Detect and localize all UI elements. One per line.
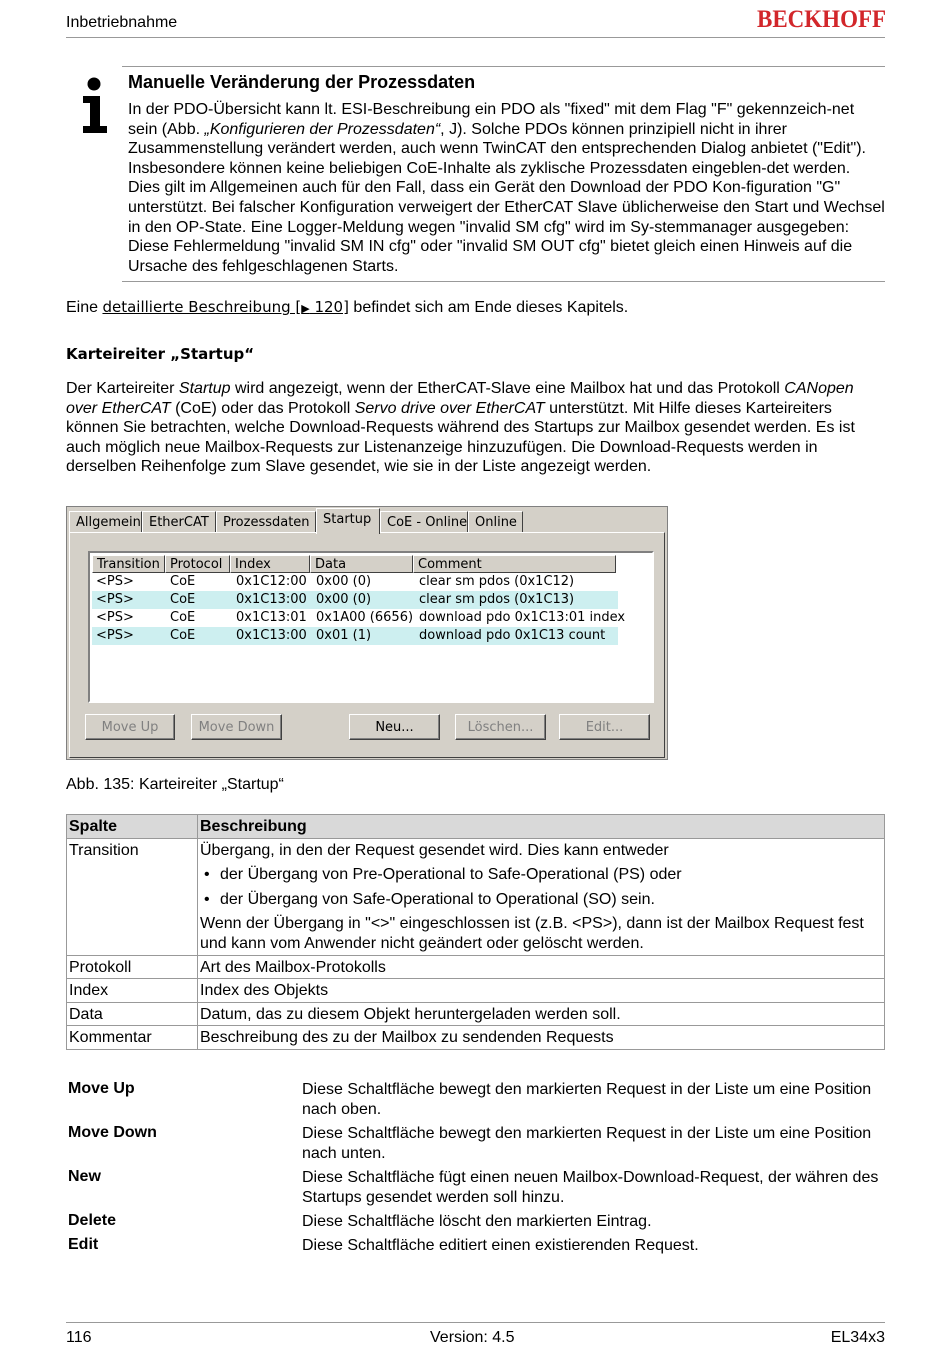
table-row: Transition Übergang, in den der Request gesendet wird. Dies kann entweder • der Übergang von Pre-Operational to Safe-Operational (PS) oder • der Übergang von Safe-Operational to Operational (SO) sein. Wenn der Übergang in "<>" eingeschlossen ist (z.B. <PS>), dann ist der Mailbox Request fest und kann vom Anwender nicht geändert oder gelöscht werden.: [67, 838, 885, 955]
detail-description-link[interactable]: detaillierte Beschreibung [▶ 120]: [102, 298, 349, 316]
table-row: Index Index des Objekts: [67, 979, 885, 1003]
table-row: Data Datum, das zu diesem Objekt heruntergeladen werden soll.: [67, 1002, 885, 1026]
note-body: In der PDO-Übersicht kann lt. ESI-Beschreibung ein PDO als "fixed" mit dem Flag "F" gekennzeich-net sein (Abb. „Konfigurieren der Prozessdaten“, J). Solche PDOs können prinzipiell nicht in ihrer Zusammenstellung verändert werden, auch wenn TwinCAT den entsprechenden Dialog anbietet ("Edit"). Insbesondere können keine beliebigen CoE-Inhalte als zyklische Prozessdaten eingeblen-det werden. Dies gilt im Allgemeinen auch für den Fall, dass ein Gerät den Download der PDO Kon-figuration "G" unterstützt. Bei falscher Konfiguration verweigert der EtherCAT Slave üblicherweise den Start und Wechsel in den OP-State. Eine Logger-Meldung wegen "invalid SM cfg" wird im Sy-stemmanager ausgegeben: Diese Fehlermeldung "invalid SM IN cfg" oder "invalid SM OUT cfg" bietet gleich einen Hinweis auf die Ursache des fehlgeschlagenen Starts.: [128, 101, 885, 275]
note-top-rule: [122, 66, 885, 67]
button-desc-text: Diese Schaltfläche fügt einen neuen Mailbox-Download-Request, der währen des Startups gesendet werden soll hinzu.: [302, 1169, 879, 1206]
button-desc-text: Diese Schaltfläche editiert einen existierenden Request.: [302, 1237, 699, 1254]
table-row[interactable]: <PS> CoE 0x1C13:01 0x1A00 (6656) download pdo 0x1C13:01 index: [96, 610, 626, 625]
column-description-table: [66, 814, 885, 1050]
column-header-protocol[interactable]: Protocol: [165, 555, 230, 573]
tab-online[interactable]: Online: [468, 511, 523, 533]
reference-paragraph: Eine detaillierte Beschreibung [▶ 120] befindet sich am Ende dieses Kapitels.: [66, 298, 629, 316]
table-row[interactable]: <PS> CoE 0x1C12:00 0x00 (0) clear sm pdos (0x1C12): [96, 574, 575, 589]
tab-allgemein[interactable]: Allgemein: [69, 511, 142, 533]
delete-button[interactable]: Löschen...: [455, 714, 546, 740]
table-row: Kommentar Beschreibung des zu der Mailbox zu sendenden Requests: [67, 1026, 885, 1050]
move-down-button[interactable]: Move Down: [191, 714, 282, 740]
figure-caption: Abb. 135: Karteireiter „Startup“: [66, 776, 284, 793]
button-desc-text: Diese Schaltfläche löscht den markierten Eintrag.: [302, 1213, 652, 1230]
info-icon: [80, 76, 110, 134]
note-title: Manuelle Veränderung der Prozessdaten: [128, 72, 476, 92]
arrow-right-icon: ▶: [301, 302, 310, 315]
column-header-data[interactable]: Data: [310, 555, 413, 573]
header-section-title: Inbetriebnahme: [66, 14, 178, 31]
product-label: EL34x3: [830, 1329, 885, 1346]
table-header-spalte: Spalte: [67, 815, 198, 839]
edit-button[interactable]: Edit...: [559, 714, 650, 740]
tab-prozessdaten[interactable]: Prozessdaten: [216, 511, 316, 533]
column-header-index[interactable]: Index: [230, 555, 310, 573]
version-label: Version: 4.5: [430, 1329, 515, 1346]
table-row: Protokoll Art des Mailbox-Protokolls: [67, 955, 885, 979]
button-desc-name: Move Down: [68, 1124, 157, 1141]
note-bottom-rule: [122, 281, 885, 282]
tab-startup[interactable]: Startup: [316, 508, 380, 534]
table-row[interactable]: <PS> CoE 0x1C13:00 0x00 (0) clear sm pdos (0x1C13): [92, 591, 618, 609]
button-desc-name: Edit: [68, 1236, 99, 1253]
button-desc-name: Delete: [68, 1212, 117, 1229]
footer-rule: [66, 1322, 885, 1323]
section-heading: Karteireiter „Startup“: [66, 345, 255, 363]
button-desc-name: Move Up: [68, 1080, 135, 1097]
button-desc-name: New: [68, 1168, 101, 1185]
new-button[interactable]: Neu...: [349, 714, 440, 740]
page-number: 116: [66, 1329, 92, 1346]
table-header-beschreibung: Beschreibung: [198, 815, 885, 839]
beckhoff-logo: BECKHOFF: [757, 6, 887, 33]
table-row[interactable]: <PS> CoE 0x1C13:00 0x01 (1) download pdo 0x1C13 count: [92, 627, 618, 645]
move-up-button[interactable]: Move Up: [85, 714, 175, 740]
startup-request-list[interactable]: [88, 551, 654, 703]
tab-coe-online[interactable]: CoE - Online: [380, 511, 468, 533]
intro-paragraph: Der Karteireiter Startup wird angezeigt, wenn der EtherCAT-Slave eine Mailbox hat und das Protokoll CANopen over EtherCAT (CoE) oder das Protokoll Servo drive over EtherCAT unterstützt. Mit Hilfe dieses Karteireiters können Sie betrachten, welche Download-Requests während des Startups zur Mailbox gesendet werden. Es ist auch möglich neue Mailbox-Requests zur Listenanzeige hinzuzufügen. Die Download-Requests werden in derselben Reihenfolge zum Slave gesendet, wie sie in der Liste angezeigt werden.: [66, 380, 855, 476]
header-rule: [66, 37, 885, 38]
column-header-transition[interactable]: Transition: [92, 555, 165, 573]
button-desc-text: Diese Schaltfläche bewegt den markierten Request in der Liste um eine Position nach unten.: [302, 1125, 872, 1162]
column-header-comment[interactable]: Comment: [413, 555, 616, 573]
tab-ethercat[interactable]: EtherCAT: [142, 511, 216, 533]
button-desc-text: Diese Schaltfläche bewegt den markierten Request in der Liste um eine Position nach oben.: [302, 1081, 872, 1118]
startup-dialog: [66, 506, 668, 760]
